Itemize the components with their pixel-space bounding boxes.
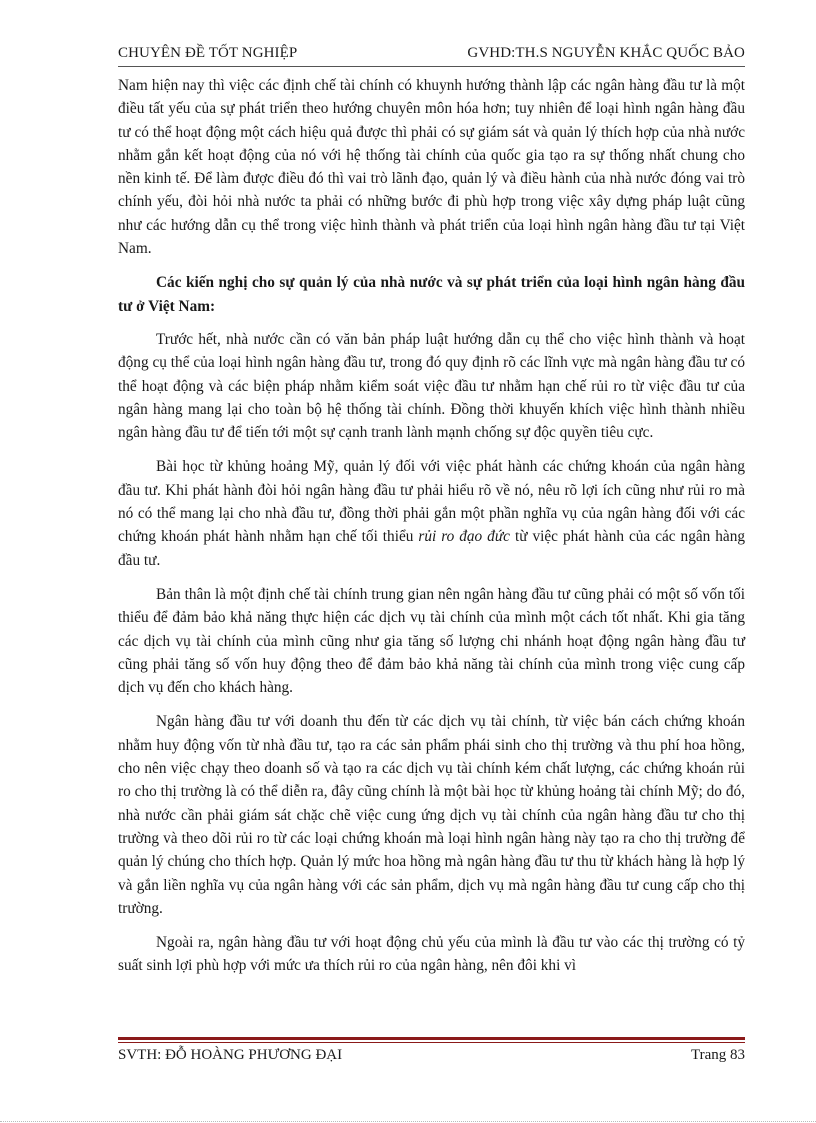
paragraph-securities-issuance: [118, 455, 745, 571]
paragraph-legal-framework: Trước hết, nhà nước cần có văn bản pháp luật hướng dẫn cụ thể cho việc hình thành và hoạt động cụ thể của loại hình ngân hàng đầu tư, trong đó quy định rõ các lĩnh vực mà ngân hàng đầu tư có thể hoạt động và các biện pháp nhằm kiểm soát việc đầu tư nhằm hạn chế rủi ro từ việc đầu tư của ngân hàng mang lại cho toàn bộ hệ thống tài chính. Đồng thời khuyến khích việc hình thành nhiều ngân hàng đầu tư để tiến tới một sự cạnh tranh lành mạnh chống sự độc quyền tiêu cực.: [118, 330, 745, 442]
section-heading: Các kiến nghị cho sự quản lý của nhà nước và sự phát triển của loại hình ngân hàng đầu tư ở Việt Nam:: [118, 274, 745, 315]
header-divider: [118, 66, 745, 67]
header-document-type: CHUYÊN ĐỀ TỐT NGHIỆP: [118, 45, 298, 61]
page-body: [118, 74, 745, 989]
paragraph-italic-term: rủi ro đạo đức: [418, 528, 510, 546]
header-advisor: GVHD:TH.S NGUYỄN KHẮC QUỐC BẢO: [467, 45, 745, 61]
paragraph-investment-risk: Ngoài ra, ngân hàng đầu tư với hoạt động chủ yếu của mình là đầu tư vào các thị trường có tỷ suất sinh lợi phù hợp với mức ưa thích rủi ro của ngân hàng, nên đôi khi vì: [118, 934, 745, 975]
page-footer: [118, 1045, 745, 1065]
paragraph-text: từ việc phát hành của các ngân hàng đầu tư.: [118, 528, 746, 569]
footer-student-name: SVTH: ĐỖ HOÀNG PHƯƠNG ĐẠI: [118, 1047, 343, 1063]
page-number: Trang 83: [690, 1047, 745, 1063]
paragraph-text: Bài học từ khủng hoảng Mỹ, quản lý đối với việc phát hành các chứng khoán của ngân hàng đầu tư. Khi phát hành đòi hỏi ngân hàng đầu tư phải hiểu rõ về nó, nêu rõ lợi ích cũng như rủi ro mà nó có thể mang lại cho nhà đầu tư, đồng thời phải gắn một phần nghĩa vụ của ngân hàng đối với các chứng khoán phát hành nhằm hạn chế tối thiểu: [118, 458, 745, 546]
paragraph-service-supervision: Ngân hàng đầu tư với doanh thu đến từ các dịch vụ tài chính, từ việc bán cách chứng khoán nhằm huy động vốn từ nhà đầu tư, tạo ra các sản phẩm phái sinh cho thị trường và thu phí hoa hồng, cho nên việc chạy theo doanh số và tạo ra các dịch vụ tài chính kém chất lượng, các chứng khoán rủi ro cho thị trường là có thể diễn ra, đây cũng chính là một bài học từ khủng hoảng tài chính Mỹ; do đó, nhà nước cần phải giám sát chặc chẽ việc cung ứng dịch vụ tài chính của ngân hàng đầu tư cho thị trường và theo dõi rủi ro từ các loại chứng khoán mà loại hình ngân hàng này tạo ra cho thị trường để quản lý chúng cho thích hợp. Quản lý mức hoa hồng mà ngân hàng đầu tư thu từ khách hàng là hợp lý và gắn liền nghĩa vụ của ngân hàng với các sản phẩm, dịch vụ mà ngân hàng đầu tư cung cấp cho thị trường.: [118, 713, 745, 917]
footer-divider-thick: [118, 1037, 745, 1040]
footer-divider-thin: [118, 1042, 745, 1043]
paragraph-continuation: Nam hiện nay thì việc các định chế tài chính có khuynh hướng thành lập các ngân hàng đầu tư là một điều tất yếu của sự phát triển theo hướng chuyên môn hóa hơn; tuy nhiên để loại hình ngân hàng đầu tư có thể hoạt động một cách hiệu quả được thì phải có sự giám sát và quản lý thích hợp của nhà nước nhằm gắn kết hoạt động của nó với hệ thống tài chính của quốc gia tạo ra sự thống nhất chung cho nền kinh tế. Để làm được điều đó thì vai trò lãnh đạo, quản lý và điều hành của nhà nước đóng vai trò chính yếu, đòi hỏi nhà nước ta phải có những bước đi phù hợp trong việc xây dựng pháp luật cũng như các hướng dẫn cụ thể trong việc hình thành và phát triển của loại hình ngân hàng đầu tư tại Việt Nam.: [118, 77, 745, 258]
page-header: [118, 44, 745, 62]
paragraph-minimum-capital: Bản thân là một định chế tài chính trung gian nên ngân hàng đầu tư cũng phải có một số vốn tối thiểu để đảm bảo khả năng thực hiện các dịch vụ tài chính của mình một cách tốt nhất. Khi gia tăng các dịch vụ tài chính của mình cũng như gia tăng số lượng chi nhánh hoạt động ngân hàng đầu tư cũng phải tăng số vốn huy động theo để đảm bảo khả năng tài chính của mình trong việc cung cấp dịch vụ đến cho khách hàng.: [118, 585, 745, 697]
